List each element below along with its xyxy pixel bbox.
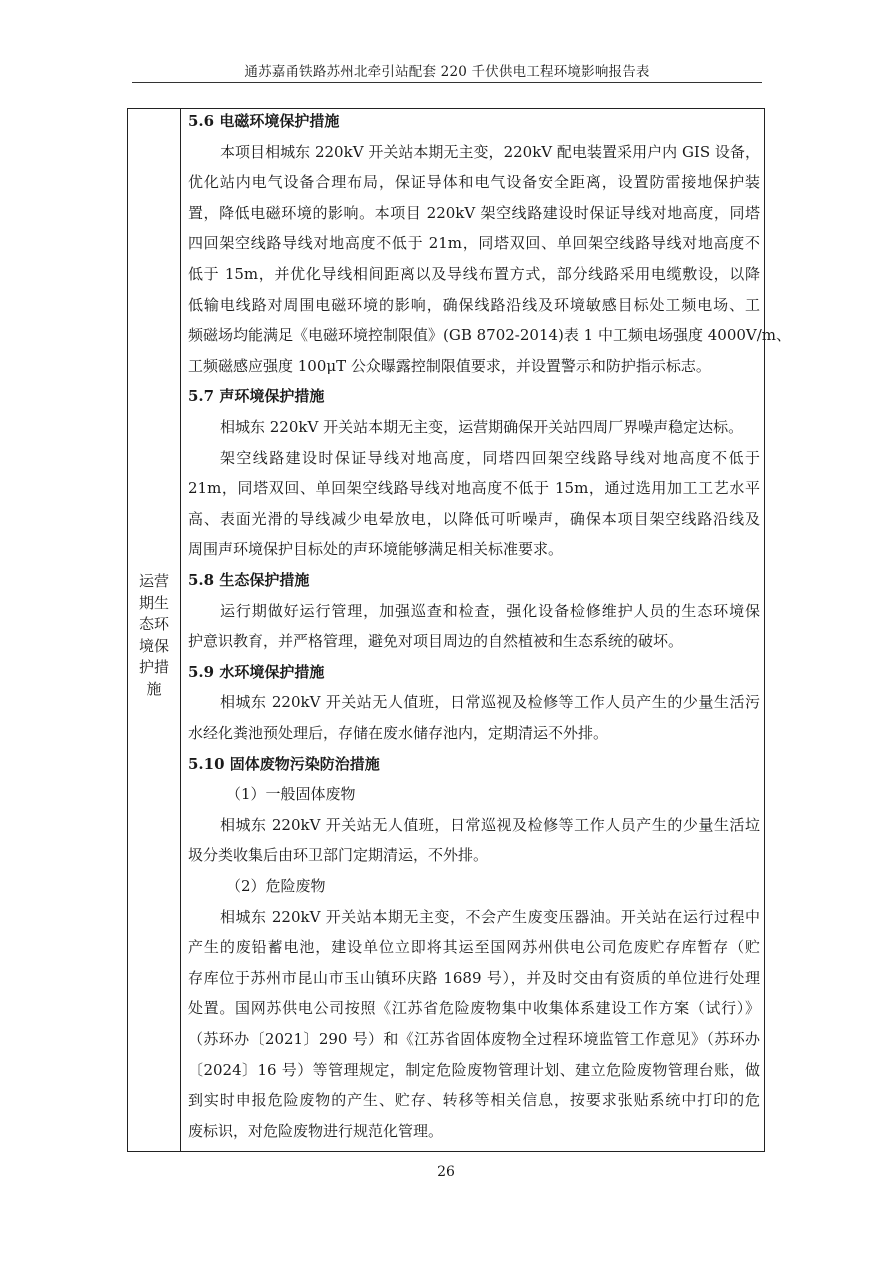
page-number: 26 (437, 1164, 455, 1180)
paragraph-line: 21m，同塔双回、单回架空线路导线对地高度不低于 15m，通过选用加工工艺水平 (188, 479, 760, 498)
section-heading: 5.7 声环境保护措施 (188, 387, 325, 406)
paragraph-line: 优化站内电气设备合理布局，保证导体和电气设备安全距离，设置防雷接地保护装 (188, 173, 760, 192)
paragraph-line: 废标识，对危险废物进行规范化管理。 (188, 1121, 444, 1140)
paragraph-line: 本项目相城东 220kV 开关站本期无主变，220kV 配电装置采用户内 GIS 设备， (220, 142, 760, 161)
paragraph-line: （1）一般固体废物 (226, 785, 356, 804)
paragraph-line: 护意识教育，并严格管理，避免对项目周边的自然植被和生态系统的破坏。 (188, 632, 684, 651)
paragraph-line: 四回架空线路导线对地高度不低于 21m，同塔双回、单回架空线路导线对地高度不 (188, 234, 760, 253)
paragraph-line: （苏环办〔2021〕290 号）和《江苏省固体废物全过程环境监管工作意见》（苏环办 (188, 1030, 760, 1048)
paragraph-line: 高、表面光滑的导线减少电晕放电，以降低可听噪声，确保本项目架空线路沿线及 (188, 509, 760, 528)
paragraph-line: 置，降低电磁环境的影响。本项目 220kV 架空线路建设时保证导线对地高度，同塔 (188, 203, 760, 222)
paragraph-line: （2）危险废物 (226, 877, 326, 895)
category-cell (128, 109, 181, 1151)
section-heading: 5.8 生态保护措施 (188, 571, 310, 589)
paragraph-line: 相城东 220kV 开关站本期无主变，运营期确保开关站四周厂界噪声稳定达标。 (220, 418, 744, 436)
section-heading: 5.9 水环境保护措施 (188, 662, 325, 681)
paragraph-line: 频磁场均能满足《电磁环境控制限值》(GB 8702-2014)表 1 中工频电场强度 4000V/m、 (188, 326, 792, 345)
paragraph-line: 存库位于苏州市昆山市玉山镇环庆路 1689 号），并及时交由有资质的单位进行处理 (188, 968, 760, 987)
paragraph-line: 到实时申报危险废物的产生、贮存、转移等相关信息，按要求张贴系统中打印的危 (188, 1091, 760, 1110)
header-rule (132, 82, 762, 83)
paragraph-line: 相城东 220kV 开关站无人值班，日常巡视及检修等工作人员产生的少量生活污 (220, 693, 760, 712)
section-heading: 5.10 固体废物污染防治措施 (188, 754, 380, 773)
paragraph-line: 水经化粪池预处理后，存储在废水储存池内，定期清运不外排。 (188, 724, 609, 742)
paragraph-line: 产生的废铅蓄电池，建设单位立即将其运至国网苏州供电公司危废贮存库暂存（贮 (188, 938, 760, 957)
paragraph-line: 架空线路建设时保证导线对地高度，同塔四回架空线路导线对地高度不低于 (220, 448, 760, 467)
measures-content (182, 109, 792, 1151)
document-header: 通苏嘉甬铁路苏州北牵引站配套 220 千伏供电工程环境影响报告表 (244, 64, 650, 80)
paragraph-line: 周围声环境保护目标处的声环境能够满足相关标准要求。 (188, 540, 564, 559)
paragraph-line: 处置。国网苏供电公司按照《江苏省危险废物集中收集体系建设工作方案（试行）》 (188, 999, 760, 1018)
section-heading: 5.6 电磁环境保护措施 (188, 112, 340, 130)
paragraph-line: 低于 15m，并优化导线相间距离以及导线布置方式，部分线路采用电缆敷设，以降 (188, 265, 760, 283)
category-label: 运营期生态环境保护措施 (138, 572, 169, 698)
paragraph-line: 相城东 220kV 开关站本期无主变，不会产生废变压器油。开关站在运行过程中 (220, 907, 760, 926)
paragraph-line: 工频磁感应强度 100μT 公众曝露控制限值要求，并设置警示和防护指示标志。 (188, 356, 711, 375)
paragraph-line: 圾分类收集后由环卫部门定期清运，不外排。 (188, 846, 489, 865)
paragraph-line: 相城东 220kV 开关站无人值班，日常巡视及检修等工作人员产生的少量生活垃 (220, 815, 760, 834)
paragraph-line: 低输电线路对周围电磁环境的影响，确保线路沿线及环境敏感目标处工频电场、工 (188, 295, 760, 314)
paragraph-line: 〔2024〕16 号）等管理规定，制定危险废物管理计划、建立危险废物管理台账，做 (188, 1060, 760, 1079)
measures-table (127, 108, 792, 1152)
paragraph-line: 运行期做好运行管理，加强巡查和检查，强化设备检修维护人员的生态环境保 (220, 601, 760, 620)
